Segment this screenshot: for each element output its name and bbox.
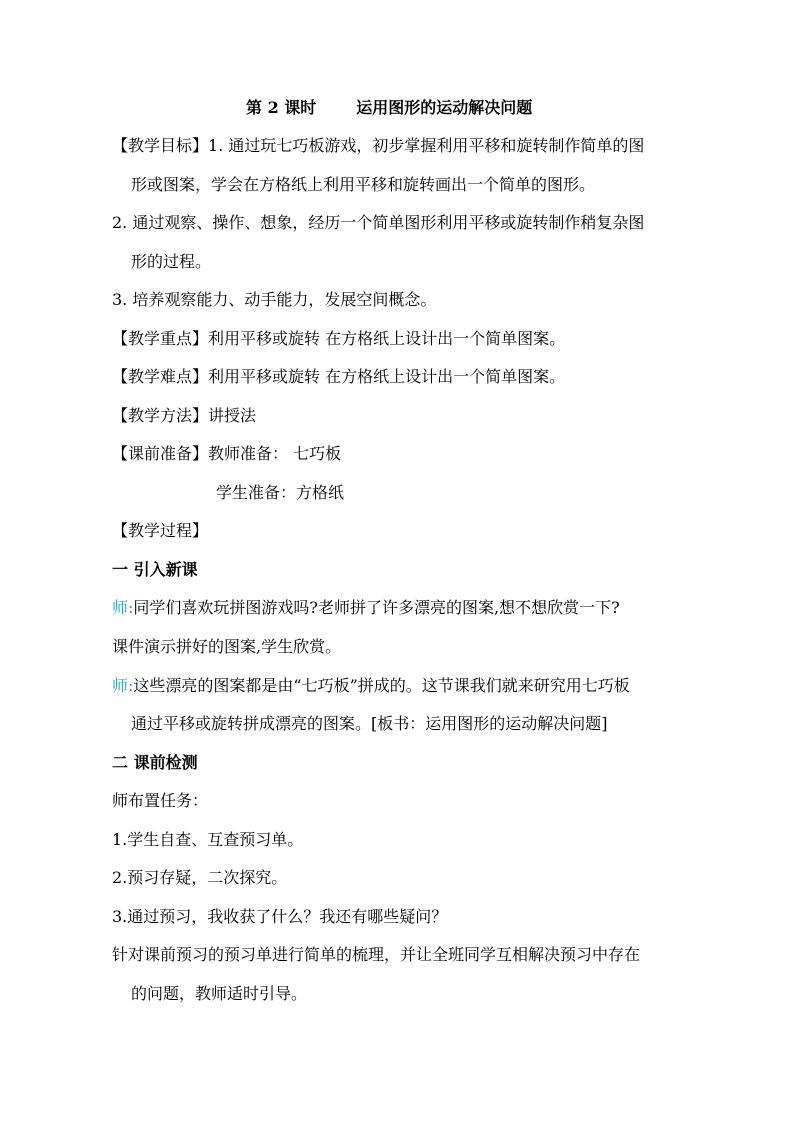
lesson-topic: 运用图形的运动解决问题 xyxy=(356,98,533,117)
section-2-intro: 师布置任务： xyxy=(112,791,209,810)
goal-3-text: 3. 培养观察能力、动手能力，发展空间概念。 xyxy=(112,290,437,309)
goal-1-text: 1. 通过玩七巧板游戏，初步掌握利用平移和旋转制作简单的图 xyxy=(208,136,645,155)
para-3-text: 这些漂亮的图案都是由“七巧板”拼成的。这节课我们就来研究用七巧板 xyxy=(133,676,630,695)
key-point-text: 利用平移或旋转 在方格纸上设计出一个简单图案。 xyxy=(208,329,566,348)
section-1-para-3-continuation: 通过平移或旋转拼成漂亮的图案。[板书：运用图形的运动解决问题] xyxy=(131,714,608,733)
prep-label: 【课前准备】 xyxy=(112,444,209,463)
section-2-heading: 二 课前检测 xyxy=(112,753,198,772)
difficulty-label: 【教学难点】 xyxy=(112,367,209,386)
prep-student: 学生准备：方格纸 xyxy=(216,483,345,502)
teacher-tag: 师: xyxy=(112,598,134,617)
section-2-summary-continuation: 的问题，教师适时引导。 xyxy=(131,984,308,1003)
task-1: 1.学生自查、互查预习单。 xyxy=(112,830,304,849)
prep-teacher: 教师准备： 七巧板 xyxy=(208,444,342,463)
difficulty-text: 利用平移或旋转 在方格纸上设计出一个简单图案。 xyxy=(208,367,566,386)
task-3: 3.通过预习，我收获了什么？我还有哪些疑问？ xyxy=(112,907,448,926)
section-1-para-2: 课件演示拼好的图案,学生欣赏。 xyxy=(112,637,342,656)
goal-2-text: 2. 通过观察、操作、想象，经历一个简单图形利用平移或旋转制作稍复杂图 xyxy=(112,213,645,232)
goal-2-continuation: 形的过程。 xyxy=(131,252,212,271)
goals-label: 【教学目标】 xyxy=(112,136,209,155)
process-label: 【教学过程】 xyxy=(112,521,209,540)
key-point-line xyxy=(112,329,565,349)
lesson-title xyxy=(246,98,532,118)
method-text: 讲授法 xyxy=(208,406,257,425)
task-2: 2.预习存疑，二次探究。 xyxy=(112,868,288,887)
section-1-heading: 一 引入新课 xyxy=(112,560,198,579)
section-2-summary: 针对课前预习的预习单进行简单的梳理，并让全班同学互相解决预习中存在 xyxy=(112,945,641,964)
para-1-text: 同学们喜欢玩拼图游戏吗?老师拼了许多漂亮的图案,想不想欣赏一下? xyxy=(133,598,620,617)
method-label: 【教学方法】 xyxy=(112,406,209,425)
goals-line-1 xyxy=(112,136,644,156)
teacher-tag: 师: xyxy=(112,676,134,695)
key-point-label: 【教学重点】 xyxy=(112,329,209,348)
prep-line xyxy=(112,444,341,464)
lesson-number: 第 2 课时 xyxy=(246,98,317,117)
difficulty-line xyxy=(112,367,565,387)
section-1-para-1 xyxy=(112,598,620,618)
method-line xyxy=(112,406,256,426)
section-1-para-3 xyxy=(112,676,630,696)
goal-1-continuation: 形或图案，学会在方格纸上利用平移和旋转画出一个简单的图形。 xyxy=(131,175,596,194)
